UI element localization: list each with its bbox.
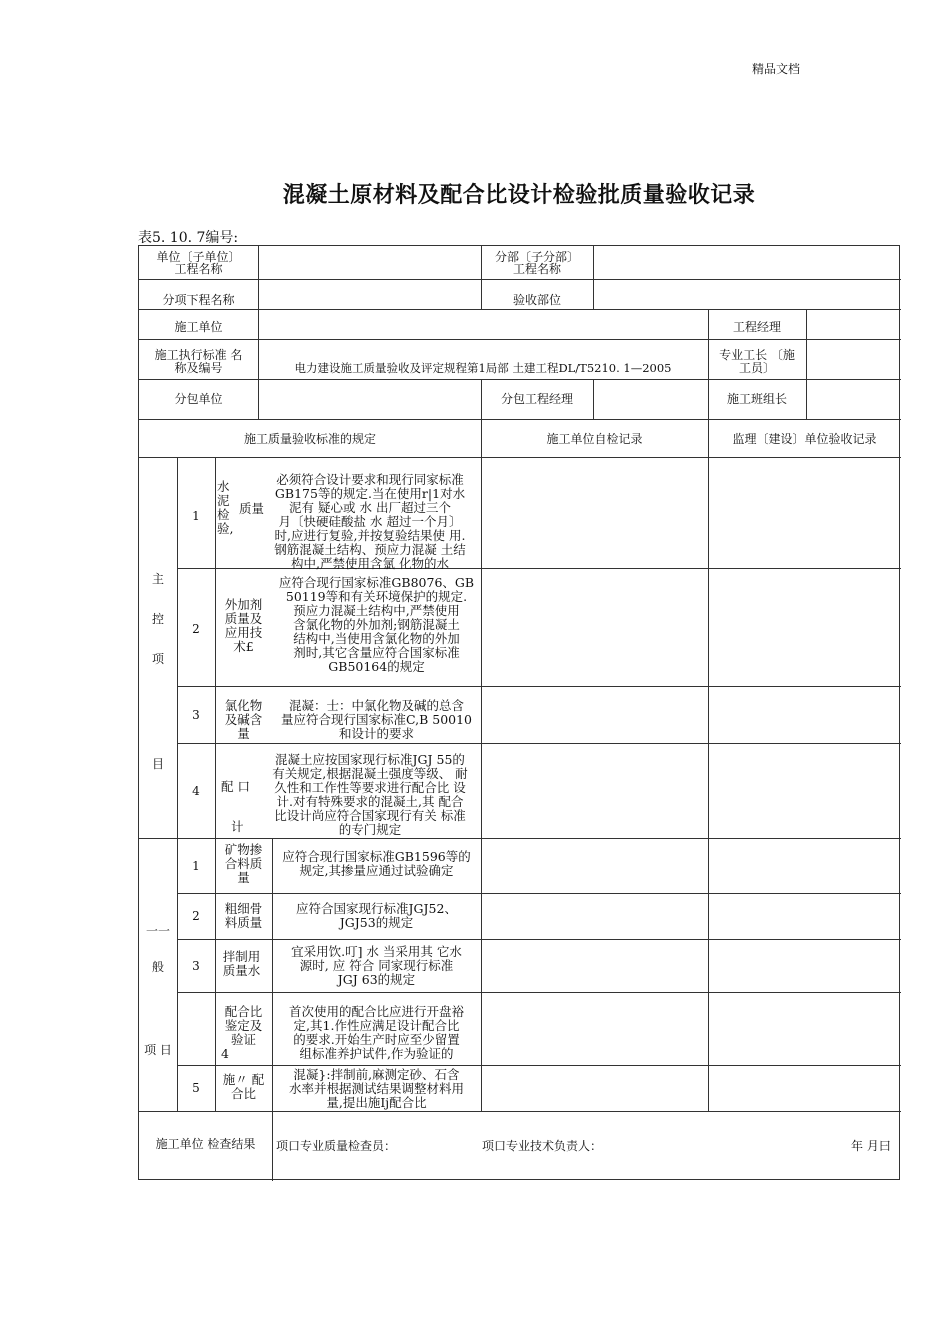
document-title: 混凝土原材料及配合比设计检验批质量验收记录 [282,183,756,208]
item-standard-text: 应符合国家现行标准JGJ52、 JGJ53的规定 [296,901,457,930]
column-header-supervision: 监理〔建设〕单位验收记录 [732,432,877,446]
main-control-label-2: 控 [151,612,164,626]
general-label-3: 项 日 [144,1043,172,1057]
item-name: 外加剂 质量及 应用技 术£ [224,597,263,654]
column-header-standard: 施工质量验收标准的规定 [243,432,376,446]
standard-label: 施工执行标准 名 [154,348,243,362]
item-name-extra: 计 [231,819,244,834]
general-label-2: 般 [151,960,164,974]
item-standard-text: 必须符合设计要求和现行同家标准 GB175等的规定.当在使用r|1对水 泥有 疑心或 水 出厂超过三个 月〔快硬硅酸盐 水 超过一个月〕 时,应进行复验,并按复验结果使 用. 钢筋混凝土结构、预应力混凝 土结 构中,严禁使用含氯 化物的水 [274,472,466,571]
foreman-label-b: 工员〕 [738,361,775,375]
item-number: 2 [192,909,200,923]
standard-label-b: 称及编号 [174,361,223,375]
construction-unit-label: 施工单位 [174,320,223,334]
item-name: 施〃 配 合比 [222,1072,265,1101]
item-standard-text: 混凝：士：中氯化物及碱的总含 量应符合现行国家标准C,B 50010 和设计的要求 [280,698,473,741]
item-number: 3 [192,708,200,722]
item-number: 4 [221,1046,229,1061]
item-name: 氯化物 及碱含 量 [224,698,263,741]
item-standard-text: 混凝}:拌制前,麻测定砂、石含 水率并根据测试结果调整材料用 量,提出施Ij配合比 [288,1067,464,1110]
inspection-table [138,245,900,1180]
item-standard-text: 宜采用饮.叮] 水 当采用其 它水 源时, 应 符合 同家现行标准 JGJ 63的规定 [291,944,462,987]
item-standard-text: 首次使用的配合比应进行开盘裕 定,其1.作性应满足设计配合比 的要求.开始生产时应至少留置 组标准养护试件,作为验证的 [288,1004,464,1061]
item-standard-text: 混凝土应按国家现行标准JGJ 55的 有关规定,根据混凝土强度等级、 耐 久性和工作性等要求进行配合比 设 计.对有特殊要求的混凝土,其 配合 比设计尚应符合国家现行有关 标准 的专门规定 [272,752,468,837]
item-name: 配合比 鉴定及 验证 [224,1004,263,1047]
item-number: 1 [192,859,200,873]
standard-value: 电力建设施工质量验收及评定规程第1局部 土建工程DL/T5210. 1—2005 [294,361,672,375]
division-label-b: 工程名称 [512,262,561,276]
item-name: 矿物掺 合料质 量 [224,842,263,885]
item-standard-text: 应符合现行国家标准GB1596等的 规定,其掺量应通过试验确定 [282,849,471,878]
quality-inspector-label: 项口专业质量检查员： [276,1139,397,1153]
technical-lead-label: 项口专业技术负责人： [482,1139,603,1153]
unit-project-label: 单位〔子单位〕 [156,250,241,264]
item-number: 5 [192,1081,200,1095]
main-control-label-4: 目 [151,757,164,771]
item-name: 拌制用 质量水 [222,949,261,978]
acceptance-part-label: 验收部位 [512,293,561,307]
item-name: 水 泥 检 验, [217,479,234,536]
table-number: 表5. 10. 7编号: [138,230,239,246]
item-number: 2 [192,622,200,636]
item-standard-text: 应符合现行国家标准GB8076、GB 50119等和有关环境保护的规定. 预应力混凝土结构中,严禁使用 含氯化物的外加剂;钢筋混凝土 结构中,当使用含氯化物的外加 剂时,其它含量应符合国家标准 GB50164的规定 [278,575,475,674]
item-number: 1 [192,509,200,523]
foreman-label: 专业工长 〔施 [719,348,795,362]
subcontractor-label: 分包单位 [174,392,223,406]
item-number: 3 [192,959,200,973]
main-control-label-1: 主 [151,572,164,586]
subitem-label: 分项下程名称 [162,293,235,307]
unit-project-label-b: 工程名称 [174,262,223,276]
main-control-label-3: 项 [151,652,164,666]
item-number: 4 [192,784,200,798]
general-label-1: 一一 [145,924,170,938]
item-name-extra: 质量 [239,501,265,516]
team-leader-label: 施工班组长 [726,392,787,406]
item-name: 配 口 [221,779,250,794]
sub-manager-label: 分包工程经理 [500,392,573,406]
watermark: 精品文档 [752,62,801,76]
check-result-label: 施工单位 检查结果 [155,1137,256,1151]
project-manager-label: 工程经理 [732,320,781,334]
division-label: 分部〔子分部〕 [494,250,579,264]
date-label: 年 月曰 [851,1139,891,1153]
column-header-self-check: 施工单位自检记录 [546,432,643,446]
item-name: 粗细骨 料质量 [224,901,263,930]
